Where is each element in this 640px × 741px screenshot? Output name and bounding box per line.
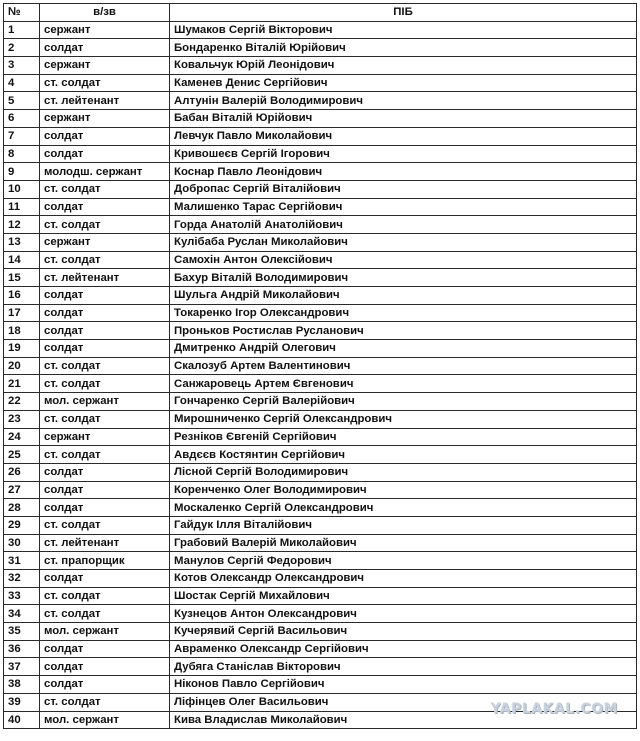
row-rank: ст. солдат — [40, 216, 170, 234]
row-number: 3 — [4, 57, 40, 75]
row-rank: ст. лейтенант — [40, 92, 170, 110]
row-full-name: Бондаренко Віталій Юрійович — [170, 39, 637, 57]
table-row — [4, 163, 637, 181]
table-body — [4, 21, 637, 729]
table-row — [4, 605, 637, 623]
table-row — [4, 287, 637, 305]
row-number: 7 — [4, 127, 40, 145]
row-number: 25 — [4, 446, 40, 464]
row-rank: сержант — [40, 428, 170, 446]
row-full-name: Самохін Антон Олексійович — [170, 251, 637, 269]
row-full-name: Коснар Павло Леонідович — [170, 163, 637, 181]
row-number: 33 — [4, 587, 40, 605]
table-row — [4, 570, 637, 588]
table-row — [4, 322, 637, 340]
row-full-name: Ліфінцев Олег Васильович — [170, 693, 637, 711]
row-number: 5 — [4, 92, 40, 110]
row-rank: ст. солдат — [40, 516, 170, 534]
row-number: 28 — [4, 499, 40, 517]
row-full-name: Скалозуб Артем Валентинович — [170, 357, 637, 375]
row-full-name: Левчук Павло Миколайович — [170, 127, 637, 145]
row-rank: сержант — [40, 21, 170, 39]
row-full-name: Малишенко Тарас Сергійович — [170, 198, 637, 216]
row-number: 20 — [4, 357, 40, 375]
row-number: 12 — [4, 216, 40, 234]
table-row — [4, 481, 637, 499]
row-full-name: Дубяга Станіслав Вікторович — [170, 658, 637, 676]
row-number: 24 — [4, 428, 40, 446]
row-rank: ст. солдат — [40, 693, 170, 711]
table-row — [4, 446, 637, 464]
row-full-name: Резніков Євгеній Сергійович — [170, 428, 637, 446]
row-full-name: Кучерявий Сергій Васильович — [170, 623, 637, 641]
row-full-name: Проньков Ростислав Русланович — [170, 322, 637, 340]
row-number: 18 — [4, 322, 40, 340]
row-rank: солдат — [40, 658, 170, 676]
row-full-name: Мирошниченко Сергій Олександрович — [170, 410, 637, 428]
table-row — [4, 499, 637, 517]
row-rank: солдат — [40, 570, 170, 588]
row-number: 21 — [4, 375, 40, 393]
row-number: 4 — [4, 74, 40, 92]
row-number: 32 — [4, 570, 40, 588]
row-number: 16 — [4, 287, 40, 305]
row-full-name: Шульга Андрій Миколайович — [170, 287, 637, 305]
row-number: 9 — [4, 163, 40, 181]
row-rank: солдат — [40, 127, 170, 145]
row-full-name: Авдєєв Костянтин Сергійович — [170, 446, 637, 464]
table-row — [4, 640, 637, 658]
row-full-name: Кузнецов Антон Олександрович — [170, 605, 637, 623]
row-full-name: Добропас Сергій Віталійович — [170, 180, 637, 198]
row-number: 10 — [4, 180, 40, 198]
row-rank: солдат — [40, 39, 170, 57]
row-number: 40 — [4, 711, 40, 729]
row-rank: ст. солдат — [40, 446, 170, 464]
row-full-name: Токаренко Ігор Олександрович — [170, 304, 637, 322]
table-row — [4, 251, 637, 269]
row-number: 26 — [4, 463, 40, 481]
row-full-name: Котов Олександр Олександрович — [170, 570, 637, 588]
table-row — [4, 340, 637, 358]
table-row — [4, 534, 637, 552]
row-number: 27 — [4, 481, 40, 499]
header-row — [4, 4, 637, 22]
row-full-name: Кулібаба Руслан Миколайович — [170, 233, 637, 251]
row-full-name: Алтунін Валерій Володимирович — [170, 92, 637, 110]
row-number: 11 — [4, 198, 40, 216]
row-full-name: Гайдук Ілля Віталійович — [170, 516, 637, 534]
row-rank: молодш. сержант — [40, 163, 170, 181]
row-rank: ст. солдат — [40, 74, 170, 92]
row-rank: ст. солдат — [40, 375, 170, 393]
row-number: 34 — [4, 605, 40, 623]
row-rank: солдат — [40, 676, 170, 694]
table-row — [4, 269, 637, 287]
row-number: 19 — [4, 340, 40, 358]
row-number: 37 — [4, 658, 40, 676]
table-row — [4, 658, 637, 676]
row-rank: ст. солдат — [40, 587, 170, 605]
row-rank: мол. сержант — [40, 393, 170, 411]
row-rank: мол. сержант — [40, 711, 170, 729]
row-full-name: Бабан Віталій Юрійович — [170, 110, 637, 128]
row-full-name: Кива Владислав Миколайович — [170, 711, 637, 729]
row-rank: ст. солдат — [40, 605, 170, 623]
row-rank: сержант — [40, 233, 170, 251]
row-full-name: Лісной Сергій Володимирович — [170, 463, 637, 481]
watermark-logo: YAPLAKAL.COM — [490, 701, 618, 717]
table-row — [4, 57, 637, 75]
row-rank: сержант — [40, 57, 170, 75]
header-rank: в/зв — [40, 4, 170, 22]
row-rank: солдат — [40, 499, 170, 517]
row-full-name: Дмитренко Андрій Олегович — [170, 340, 637, 358]
row-full-name: Москаленко Сергій Олександрович — [170, 499, 637, 517]
row-number: 2 — [4, 39, 40, 57]
row-number: 15 — [4, 269, 40, 287]
table-row — [4, 463, 637, 481]
row-full-name: Коренченко Олег Володимирович — [170, 481, 637, 499]
row-number: 6 — [4, 110, 40, 128]
row-full-name: Бахур Віталій Володимирович — [170, 269, 637, 287]
table-row — [4, 145, 637, 163]
row-rank: сержант — [40, 110, 170, 128]
row-rank: солдат — [40, 304, 170, 322]
row-full-name: Шумаков Сергій Вікторович — [170, 21, 637, 39]
row-full-name: Санжаровець Артем Євгенович — [170, 375, 637, 393]
table-row — [4, 623, 637, 641]
row-full-name: Ковальчук Юрій Леонідович — [170, 57, 637, 75]
row-rank: солдат — [40, 198, 170, 216]
row-rank: солдат — [40, 640, 170, 658]
row-full-name: Горда Анатолій Анатолійович — [170, 216, 637, 234]
table-row — [4, 676, 637, 694]
header-number: № — [4, 4, 40, 22]
roster-table — [3, 3, 637, 729]
table-row — [4, 74, 637, 92]
table-row — [4, 428, 637, 446]
table-row — [4, 410, 637, 428]
table-row — [4, 127, 637, 145]
table-row — [4, 198, 637, 216]
row-rank: ст. лейтенант — [40, 269, 170, 287]
table-row — [4, 587, 637, 605]
row-full-name: Ніконов Павло Сергійович — [170, 676, 637, 694]
row-full-name: Манулов Сергій Федорович — [170, 552, 637, 570]
row-number: 17 — [4, 304, 40, 322]
row-rank: солдат — [40, 287, 170, 305]
row-rank: солдат — [40, 340, 170, 358]
row-number: 31 — [4, 552, 40, 570]
row-number: 22 — [4, 393, 40, 411]
table-row — [4, 375, 637, 393]
row-number: 36 — [4, 640, 40, 658]
table-row — [4, 304, 637, 322]
table-row — [4, 21, 637, 39]
row-rank: ст. солдат — [40, 357, 170, 375]
row-rank: мол. сержант — [40, 623, 170, 641]
row-number: 39 — [4, 693, 40, 711]
row-rank: солдат — [40, 481, 170, 499]
row-full-name: Каменев Денис Сергійович — [170, 74, 637, 92]
row-rank: ст. солдат — [40, 410, 170, 428]
row-full-name: Грабовий Валерій Миколайович — [170, 534, 637, 552]
row-full-name: Гончаренко Сергій Валерійович — [170, 393, 637, 411]
table-row — [4, 516, 637, 534]
row-rank: солдат — [40, 145, 170, 163]
row-rank: ст. солдат — [40, 251, 170, 269]
row-rank: солдат — [40, 463, 170, 481]
row-number: 30 — [4, 534, 40, 552]
row-full-name: Кривошеєв Сергій Ігорович — [170, 145, 637, 163]
row-full-name: Авраменко Олександр Сергійович — [170, 640, 637, 658]
header-full-name: ПІБ — [170, 4, 637, 22]
table-row — [4, 180, 637, 198]
table-row — [4, 39, 637, 57]
row-number: 29 — [4, 516, 40, 534]
row-number: 35 — [4, 623, 40, 641]
row-rank: солдат — [40, 322, 170, 340]
row-number: 14 — [4, 251, 40, 269]
table-row — [4, 393, 637, 411]
row-rank: ст. солдат — [40, 180, 170, 198]
row-rank: ст. лейтенант — [40, 534, 170, 552]
table-row — [4, 110, 637, 128]
row-number: 23 — [4, 410, 40, 428]
table-row — [4, 216, 637, 234]
table-row — [4, 92, 637, 110]
table-row — [4, 357, 637, 375]
row-rank: ст. прапорщик — [40, 552, 170, 570]
row-number: 13 — [4, 233, 40, 251]
row-number: 38 — [4, 676, 40, 694]
table-row — [4, 552, 637, 570]
row-number: 8 — [4, 145, 40, 163]
row-full-name: Шостак Сергій Михайлович — [170, 587, 637, 605]
row-number: 1 — [4, 21, 40, 39]
table-row — [4, 233, 637, 251]
